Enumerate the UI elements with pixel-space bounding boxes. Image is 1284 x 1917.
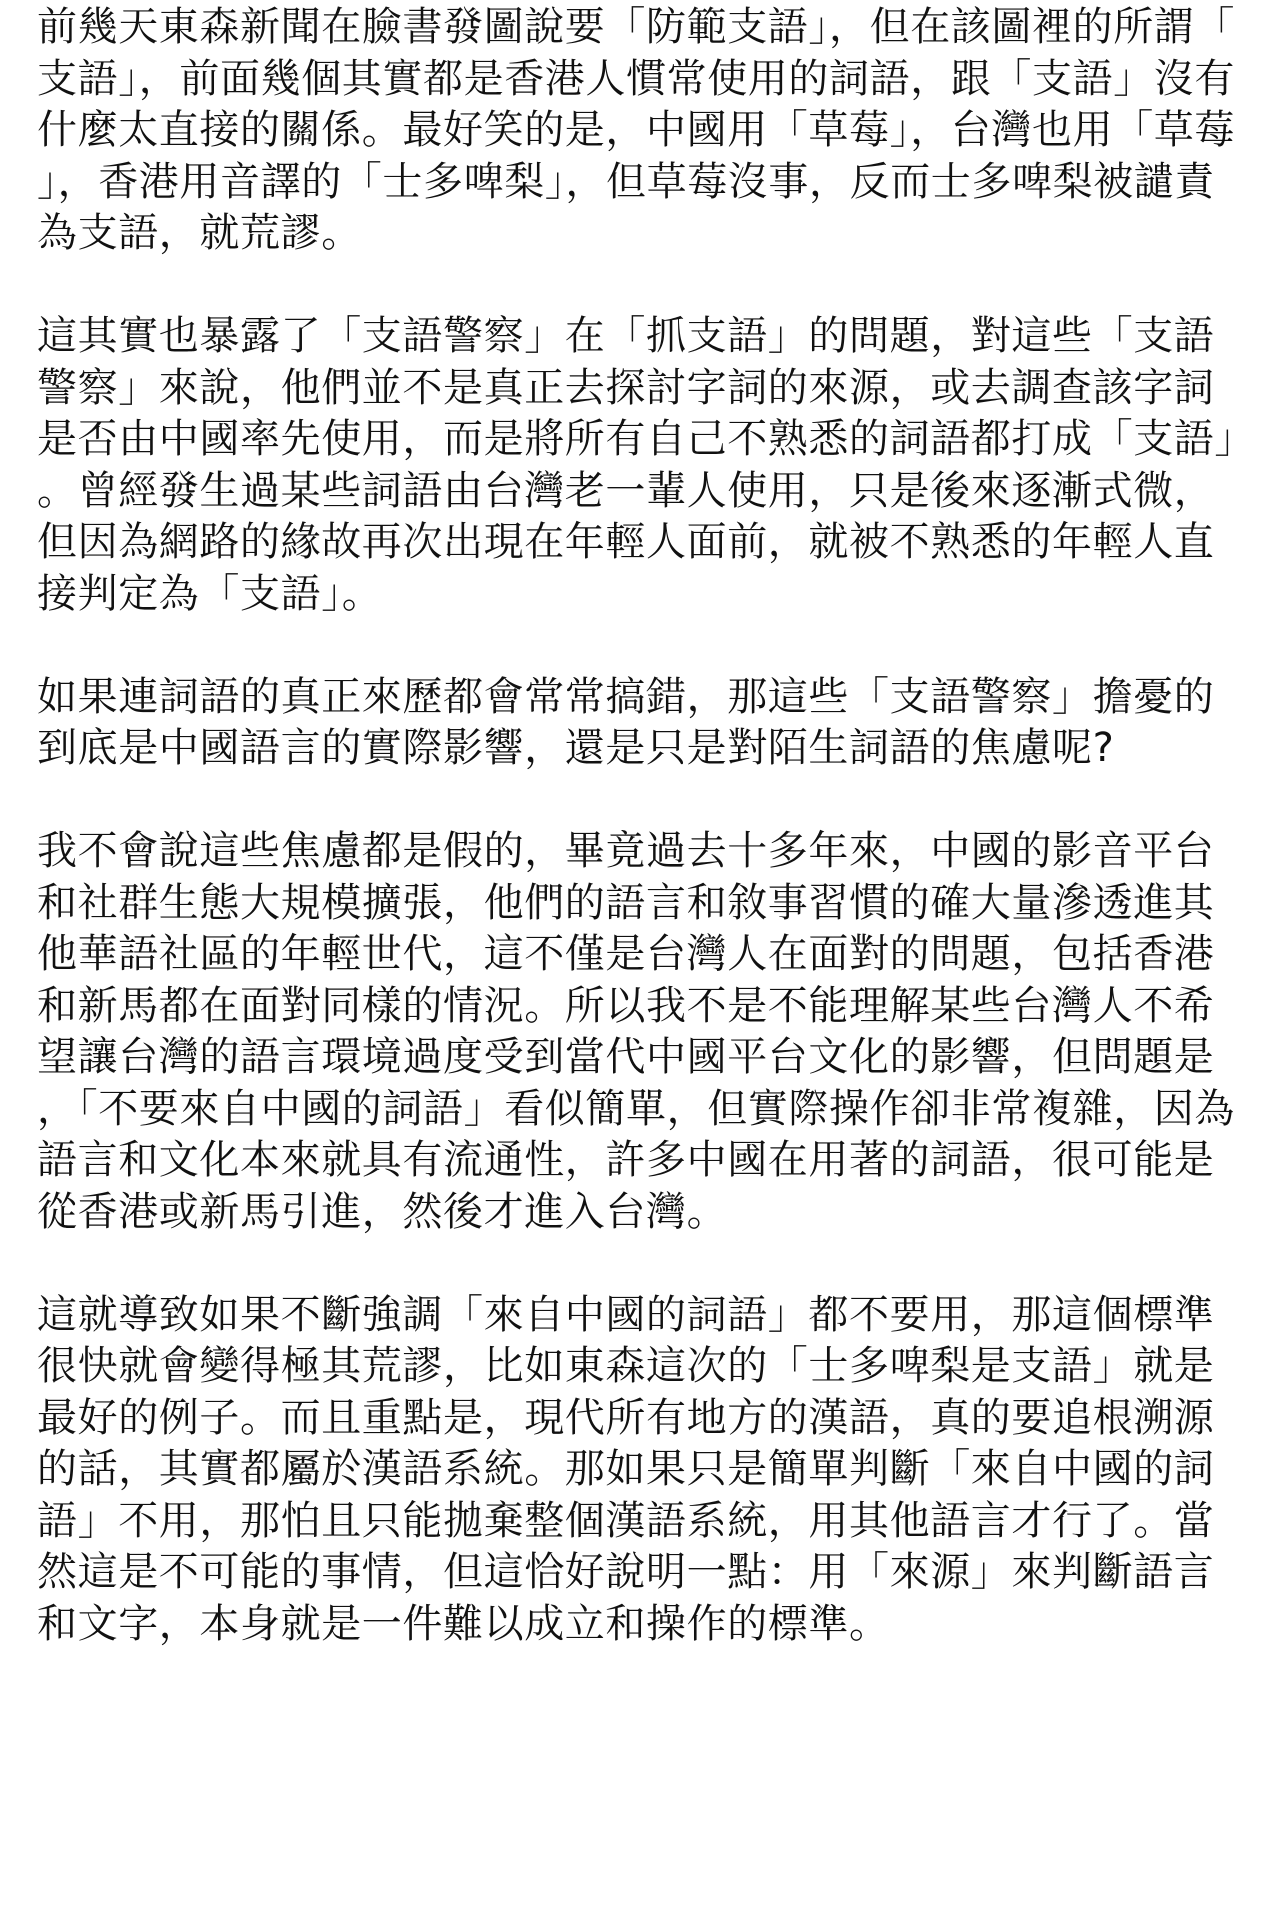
- post-paragraph-4: 我不會說這些焦慮都是假的，畢竟過去十多年來，中國的影音平台和社群生態大規模擴張，他們的語言和敘事習慣的確大量滲透進其他華語社區的年輕世代，這不僅是台灣人在面對的問題，包括香港和新馬都在面對同樣的情況。所以我不是不能理解某些台灣人不希望讓台灣的語言環境過度受到當代中國平台文化的影響，但問題是，「不要來自中國的詞語」看似簡單，但實際操作卻非常複雜，因為語言和文化本來就具有流通性，許多中國在用著的詞語，很可能是從香港或新馬引進，然後才進入台灣。: [37, 828, 1235, 1235]
- post-paragraph-2: 這其實也暴露了「支語警察」在「抓支語」的問題，對這些「支語警察」來說，他們並不是真正去探討字詞的來源，或去調查該字詞是否由中國率先使用，而是將所有自己不熟悉的詞語都打成「支語」。曾經發生過某些詞語由台灣老一輩人使用，只是後來逐漸式微，但因為網路的緣故再次出現在年輕人面前，就被不熟悉的年輕人直接判定為「支語」。: [37, 313, 1235, 617]
- post-paragraph-5: 這就導致如果不斷強調「來自中國的詞語」都不要用，那這個標準很快就會變得極其荒謬，比如東森這次的「士多啤梨是支語」就是最好的例子。而且重點是，現代所有地方的漢語，真的要追根溯源的話，其實都屬於漢語系統。那如果只是簡單判斷「來自中國的詞語」不用，那怕且只能拋棄整個漢語系統，用其他語言才行了。當然這是不可能的事情，但這恰好說明一點：用「來源」來判斷語言和文字，本身就是一件難以成立和操作的標準。: [37, 1291, 1215, 1647]
- post-paragraph-3: 如果連詞語的真正來歷都會常常搞錯，那這些「支語警察」擔憂的到底是中國語言的實際影響，還是只是對陌生詞語的焦慮呢?: [37, 673, 1215, 771]
- post-body: [37, 2, 1252, 1650]
- post-paragraph-1: 前幾天東森新聞在臉書發圖說要「防範支語」，但在該圖裡的所謂「支語」，前面幾個其實都是香港人慣常使用的詞語，跟「支語」沒有什麼太直接的關係。最好笑的是，中國用「草莓」，台灣也用「草莓」，香港用音譯的「士多啤梨」，但草莓沒事，反而士多啤梨被譴責為支語，就荒謬。: [37, 4, 1235, 256]
